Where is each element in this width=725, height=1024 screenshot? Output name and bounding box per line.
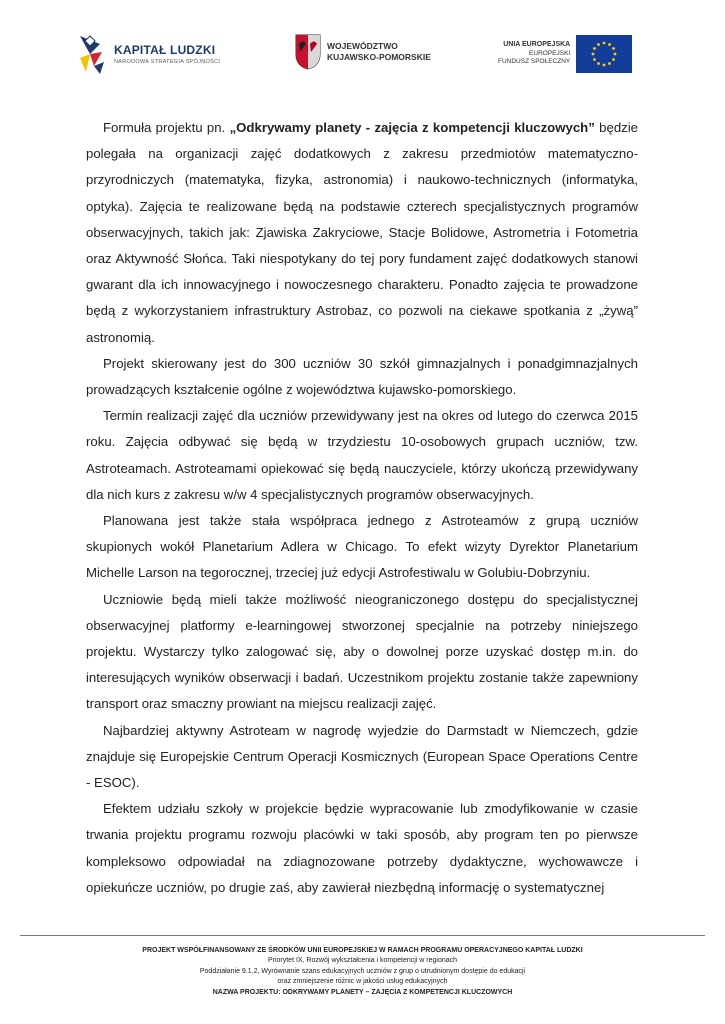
wojewodztwo-line1: WOJEWÓDZTWO — [327, 41, 398, 51]
paragraph-schedule: Termin realizacji zajęć dla uczniów przewidywany jest na okres od lutego do czerwca 2015 roku. Zajęcia odbywać się będą w trzydziestu 10-osobowych grupach uczniów, tzw. Astroteamach. Astroteamami opiekować się będą nauczyciele, którzy ukończą przewidywany dla nich kurs z zakresu w/w 4 specjalistycznych programów obserwacyjnych. — [86, 408, 638, 502]
eu-star-icon — [593, 47, 596, 50]
eu-star-icon — [614, 53, 617, 56]
footer-line1: PROJEKT WSPÓŁFINANSOWANY ZE ŚRODKÓW UNII EUROPEJSKIEJ W RAMACH PROGRAMU OPERACYJNEGO KAPITAŁ LUDZKI — [142, 947, 583, 954]
p1-post: będzie polegała na organizacji zajęć dodatkowych z zakresu przedmiotów matematyczno-przyrodniczych (matematyka, fizyka, astronomia) i naukowo-technicznych (informatyka, optyka). Zajęcia te realizowane będą na podstawie czterech specjalistycznych programów obserwacyjnych, takich jak: Zjawiska Zakryciowe, Stacje Bolidowe, Astrometria i Fotometria oraz Aktywność Słońca. Taki niespotykany do tej pory fundament zajęć dodatkowych stanowi gwarant dla ich innowacyjnego i nowoczesnego charakteru. Ponadto zajęcia te prowadzone będą z wykorzystaniem infrastruktury Astrobaz, co pozwoli na ciekawe spotkania z „żywą” astronomią. — [86, 120, 639, 345]
eu-star-icon — [597, 62, 600, 65]
eu-star-icon — [597, 43, 600, 46]
footer-line5: NAZWA PROJEKTU: ODKRYWAMY PLANETY – ZAJĘCIA Z KOMPETENCJI KLUCZOWYCH — [212, 988, 513, 996]
paragraph-target: Projekt skierowany jest do 300 uczniów 30 szkół gimnazjalnych i ponadgimnazjalnych prowadzących kształcenie ogólne z województwa kujawsko-pomorskiego. — [86, 355, 638, 398]
page-header — [0, 28, 725, 80]
eu-star-icon — [608, 62, 611, 65]
paragraph-award: Najbardziej aktywny Astroteam w nagrodę wyjedzie do Darmstadt w Niemczech, gdzie znajduje się Europejskie Centrum Operacji Kosmicznych (European Space Operations Centre - ESOC). — [86, 722, 638, 791]
footer-line4: oraz zmniejszenie różnic w jakości usług edukacyjnych — [277, 978, 448, 986]
page-footer — [0, 946, 725, 998]
eu-line3: FUNDUSZ SPOŁECZNY — [498, 58, 571, 66]
document-body — [86, 115, 638, 901]
eu-line2: EUROPEJSKI — [529, 49, 571, 57]
eu-line1: UNIA EUROPEJSKA — [503, 41, 571, 49]
paragraph-platform: Uczniowie będą mieli także możliwość nieograniczonego dostępu do specjalistycznej obserwacyjnej platformy e-learningowej stworzonej specjalnie na potrzeby niniejszego projektu. Wystarczy tylko zalogować się, aby o dowolnej porze uzyskać dostęp m.in. do interesujących wyników obserwacji i badań. Uczestnikom projektu zostanie także zapewniony transport oraz smaczny prowiant na miejscu realizacji zajęć. — [86, 591, 638, 712]
eu-star-icon — [612, 58, 615, 61]
eu-star-icon — [603, 42, 606, 45]
paragraph-cooperation: Planowana jest także stała współpraca jednego z Astroteamów z grupą uczniów skupionych wokół Planetarium Adlera w Chicago. To efekt wizyty Dyrektor Planetarium Michelle Larson na tegorocznej, trzeciej już edycji Astrofestiwalu w Golubiu-Dobrzyniu. — [86, 513, 638, 581]
eu-star-icon — [592, 53, 595, 56]
project-name-bold: „Odkrywamy planety - zajęcia z kompetencji kluczowych” — [229, 120, 595, 135]
p1-pre: Formuła projektu pn. — [103, 120, 230, 135]
eu-star-icon — [612, 47, 615, 50]
eu-logo — [498, 35, 632, 73]
footer-divider — [20, 935, 705, 936]
eu-star-icon — [608, 43, 611, 46]
eu-star-icon — [593, 58, 596, 61]
wojewodztwo-line2: KUJAWSKO-POMORSKIE — [327, 52, 431, 62]
kapital-ludzki-subtitle: NARODOWA STRATEGIA SPÓJNOŚCI — [114, 59, 221, 65]
kapital-ludzki-logo — [78, 32, 220, 76]
eu-star-icon — [603, 64, 606, 67]
paragraph-effect: Efektem udziału szkoły w projekcie będzie wypracowanie lub zmodyfikowanie w czasie trwania projektu programu rozwoju placówki w taki sposób, aby program ten po pierwsze kompleksowo odpowiadał na zdiagnozowane potrzeby dydaktyczne, wychowawcze i opiekuńcze uczniów, po drugie zaś, aby zawierał niezbędną informację o systematycznej — [86, 801, 638, 895]
footer-line2: Priorytet IX, Rozwój wykształcenia i kompetencji w regionach — [267, 957, 458, 965]
wojewodztwo-logo — [295, 34, 431, 70]
paragraph-formula — [86, 115, 638, 351]
footer-line3: Poddziałanie 9.1.2, Wyrównanie szans edukacyjnych uczniów z grup o utrudnionym dostępie do edukacji — [199, 967, 526, 975]
kapital-ludzki-title: KAPITAŁ LUDZKI — [114, 43, 216, 57]
eu-flag-icon — [576, 35, 632, 73]
kapital-ludzki-emblem-icon — [78, 32, 108, 76]
coat-of-arms-icon — [295, 34, 321, 70]
